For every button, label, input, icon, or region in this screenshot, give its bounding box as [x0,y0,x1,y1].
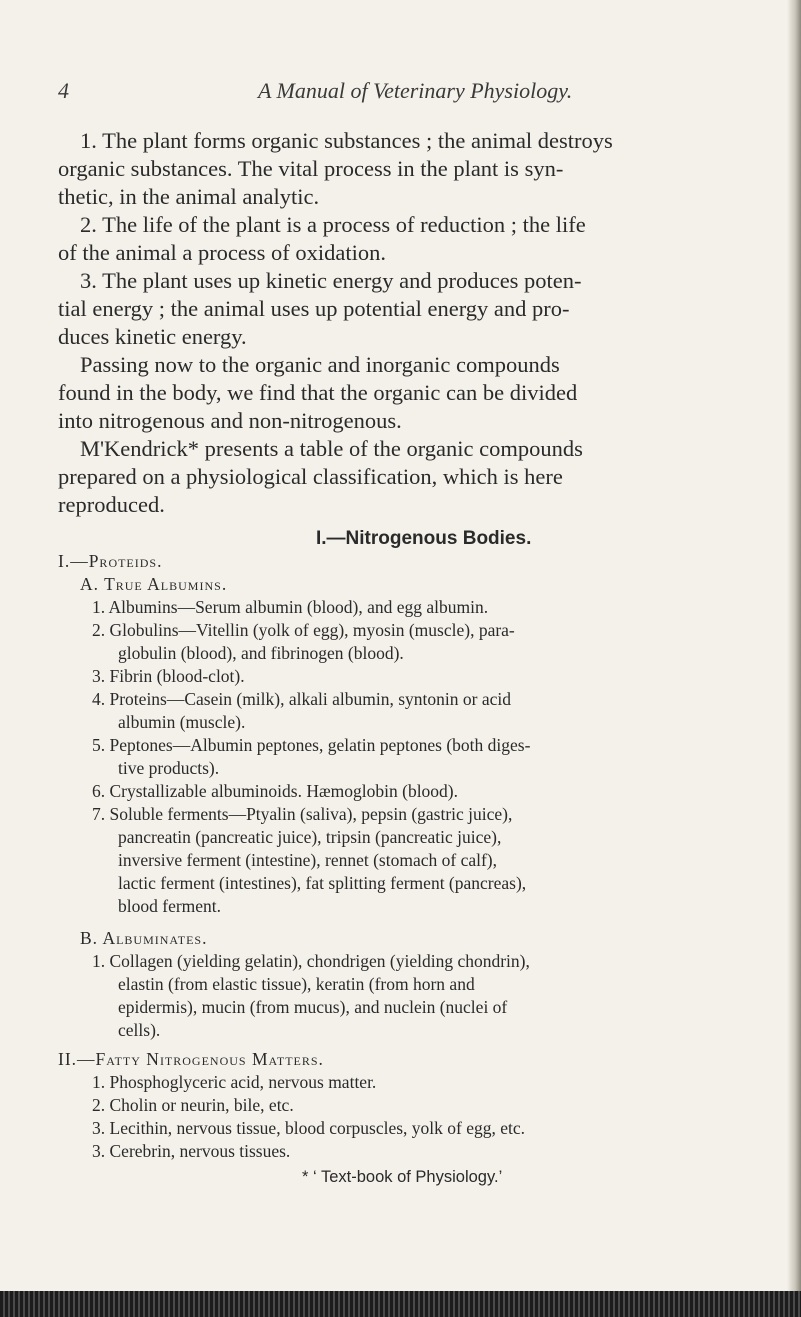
list-item: 2. Cholin or neurin, bile, etc. [92,1095,294,1115]
list-item-cont: pancreatin (pancreatic juice), tripsin (pancreatic juice), [118,827,502,847]
subsection-heading: B. Albuminates. [80,928,208,948]
subsection-heading: A. True Albumins. [80,574,228,594]
list-item: 5. Peptones—Albumin peptones, gelatin peptones (both diges- [92,735,531,755]
page-number: 4 [58,78,69,103]
list-item: 3. Lecithin, nervous tissue, blood corpuscles, yolk of egg, etc. [92,1118,526,1138]
table-heading: I.—Nitrogenous Bodies. [316,528,532,549]
list-item: 3. Cerebrin, nervous tissues. [92,1141,291,1161]
list-item: 2. Globulins—Vitellin (yolk of egg), myosin (muscle), para- [92,620,515,640]
text-line: thetic, in the animal analytic. [58,184,320,209]
list-item-cont: elastin (from elastic tissue), keratin (from horn and [118,974,475,994]
section-heading: II.—Fatty Nitrogenous Matters. [58,1049,324,1069]
list-item: 1. Phosphoglyceric acid, nervous matter. [92,1072,377,1092]
text-line: prepared on a physiological classification, which is here [58,464,563,489]
text-line: tial energy ; the animal uses up potential energy and pro- [58,296,570,321]
text-line: organic substances. The vital process in the plant is syn- [58,156,564,181]
list-item-cont: lactic ferment (intestines), fat splitting ferment (pancreas), [118,873,527,893]
page-bottom-edge [0,1291,801,1317]
running-header [58,78,758,106]
list-item-cont: albumin (muscle). [118,712,246,732]
list-item: 7. Soluble ferments—Ptyalin (saliva), pepsin (gastric juice), [92,804,513,824]
text-line: 3. The plant uses up kinetic energy and produces poten- [80,268,582,293]
text-line: 2. The life of the plant is a process of reduction ; the life [80,212,586,237]
list-item-cont: inversive ferment (intestine), rennet (stomach of calf), [118,850,498,870]
text-line: reproduced. [58,492,165,517]
list-item: 3. Fibrin (blood-clot). [92,666,245,686]
list-item: 4. Proteins—Casein (milk), alkali albumin, syntonin or acid [92,689,511,709]
list-item-cont: globulin (blood), and fibrinogen (blood). [118,643,404,663]
running-title: A Manual of Veterinary Physiology. [258,78,573,103]
text-line: duces kinetic energy. [58,324,247,349]
text-line: into nitrogenous and non-nitrogenous. [58,408,402,433]
list-item-cont: epidermis), mucin (from mucus), and nuclein (nuclei of [118,997,508,1017]
list-item: 1. Albumins—Serum albumin (blood), and egg albumin. [92,597,489,617]
list-item-cont: cells). [118,1020,161,1040]
text-line: found in the body, we find that the organic can be divided [58,380,578,405]
section-heading: I.—Proteids. [58,551,163,571]
text-line: Passing now to the organic and inorganic compounds [80,352,560,377]
text-line: of the animal a process of oxidation. [58,240,387,265]
list-item-cont: blood ferment. [118,896,222,916]
text-line: 1. The plant forms organic substances ; the animal destroys [80,128,613,153]
list-item: 6. Crystallizable albuminoids. Hæmoglobin (blood). [92,781,459,801]
list-item-cont: tive products). [118,758,220,778]
text-line: M'Kendrick* presents a table of the organic compounds [80,436,583,461]
list-item: 1. Collagen (yielding gelatin), chondrigen (yielding chondrin), [92,951,530,971]
page-edge-shadow [787,0,801,1317]
footnote: * ‘ Text-book of Physiology.’ [302,1168,503,1186]
